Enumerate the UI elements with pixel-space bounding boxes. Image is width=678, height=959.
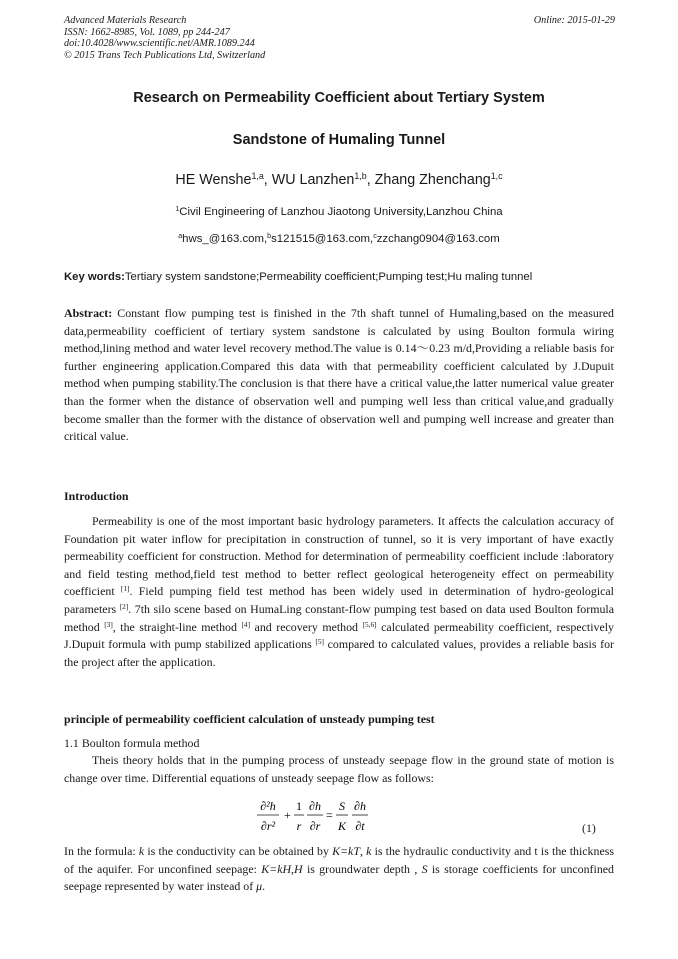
formula-symbol: k (138, 844, 145, 858)
equation-1 (255, 796, 425, 838)
email-mark: a (178, 233, 183, 241)
author-name: Zhang Zhenchang (374, 172, 491, 188)
introduction-paragraph (64, 513, 614, 671)
affiliation (0, 206, 678, 218)
doi-line: doi:10.4028/www.scientific.net/AMR.1089.244 (64, 38, 255, 49)
formula-symbol: K=kH,H (261, 861, 303, 876)
formula-text-part: is groundwater depth , (302, 861, 422, 876)
eq-r: r (296, 819, 302, 833)
intro-text: . 7th silo scene based on HumaLing constant-flow pumping test based on data used Boulton formula method (64, 601, 614, 634)
formula-symbol: μ (256, 879, 263, 894)
author-affiliation-mark: 1,a (251, 171, 264, 182)
keywords-text: Tertiary system sandstone;Permeability coefficient;Pumping test;Hu maling tunnel (124, 271, 533, 283)
email-mark: c (373, 233, 377, 241)
email-address: hws_@163.com, (182, 233, 268, 245)
eq-plus: + (284, 808, 291, 822)
intro-text: calculated permeability coefficient, respectively J.Dupuit formula with pump stabilized applications (64, 619, 614, 652)
intro-text: and recovery method (250, 619, 363, 634)
online-date: Online: 2015-01-29 (533, 15, 615, 26)
formula-text-part: , (359, 844, 367, 858)
abstract-text: Constant flow pumping test is finished in the 7th shaft tunnel of Humaling,based on the measured data,permeability coefficient of tertiary system sandstone is calculated by using Boulton formula wiring method,lining method and water level recovery method.The value is 0.14～0.23 m/d,Providing a reliable basis for further engineering application.Compared this data with that permeability coefficient calculated by J.Dupuit method when pumping stability.The conclusion is that there have a critical value,the latter numerical value greater than the former when the distance of observation well and pumping well less than critical value,and gradually become smaller than the former with the distance of observation well and pumping well increase and greater than critical value. (64, 306, 614, 444)
formula-symbol: S (421, 861, 428, 876)
eq-dr: ∂r (309, 819, 321, 833)
author-list: HE Wenshe$^{1,a}$, WU Lanzhen$^{1,b}$, Zhang Zhenchang$^{1,c}$ (175, 171, 503, 188)
citation: [5,6] (362, 619, 377, 629)
issn-line: ISSN: 1662-8985, Vol. 1089, pp 244-247 (64, 26, 230, 38)
keywords (64, 271, 532, 283)
intro-text: , the straight-line method (112, 619, 242, 634)
email-address: zzchang0904@163.com (376, 233, 500, 245)
journal-header (64, 15, 265, 61)
eq-K: K (337, 819, 347, 833)
eq-one: 1 (296, 799, 302, 813)
copyright-line: © 2015 Trans Tech Publications Ltd, Switzerland (64, 49, 266, 61)
citation: [4] (241, 619, 251, 629)
affiliation-text: Civil Engineering of Lanzhou Jiaotong University,Lanzhou China (179, 206, 503, 218)
eq-dh: ∂h (309, 799, 321, 813)
author-name: HE Wenshe (175, 172, 252, 188)
email-list (0, 233, 678, 245)
introduction-heading: Introduction (64, 489, 129, 503)
formula-text-part: is storage coefficients for unconfined seepage represented by water instead of (64, 861, 614, 894)
theis-paragraph: Theis theory holds that in the pumping process of unsteady seepage flow in the ground state of motion is change over time. Differential equations of unsteady seepage flow as follows: (64, 753, 614, 785)
author-name: WU Lanzhen (271, 172, 355, 188)
intro-text: . Field pumping field test method has been widely used in determination of hydro-geological parameters (64, 584, 614, 616)
formula-symbol: K=kT (332, 844, 360, 858)
paper-title-line2: Sandstone of Humaling Tunnel (232, 132, 446, 148)
email-mark: b (267, 233, 272, 241)
formula-text-part: In the formula: (64, 844, 139, 858)
formula-symbol: k (366, 844, 372, 858)
equation-number: (1) (582, 821, 596, 835)
keywords-label: Key words: (64, 271, 125, 283)
citation: [3] (104, 619, 113, 629)
formula-text-part: . (262, 879, 266, 894)
intro-text: Permeability is one of the most important basic hydrology parameters. It affects the calculation accuracy of Foundation pit water inflow for precipitation in construction of tunnel, so it is very important of have exactly permeability coefficient for construction. Method for determination of permeability coefficient include :laboratory and field testing method,field test method to better reflect geological heterogeneity effect on permeability coefficient (64, 514, 614, 599)
formula-explanation (64, 843, 614, 896)
formula-text-part: is the conductivity can be obtained by (144, 844, 333, 858)
author-affiliation-mark: 1,b (354, 171, 367, 182)
email-address: s121515@163.com, (271, 233, 374, 245)
journal-name: Advanced Materials Research (64, 15, 187, 26)
abstract-label: Abstract: (64, 306, 113, 320)
eq-equals: = (326, 808, 333, 822)
eq-d2h: ∂²h (260, 799, 276, 813)
citation: [1] (120, 584, 130, 594)
eq-dr2: ∂r² (260, 819, 276, 833)
eq-S: S (339, 799, 345, 813)
eq-dh2: ∂h (354, 799, 366, 813)
author-affiliation-mark: 1,c (490, 171, 503, 182)
eq-dt: ∂t (355, 819, 365, 833)
abstract (64, 305, 614, 446)
intro-text: compared to calculated values, provides a reliable basis for the project after the application. (64, 637, 614, 669)
principle-heading: principle of permeability coefficient calculation of unsteady pumping test (64, 712, 435, 726)
boulton-subheading: 1.1 Boulton formula method (64, 736, 200, 750)
paper-title-line1: Research on Permeability Coefficient about Tertiary System (133, 90, 545, 106)
citation: [2] (119, 601, 129, 611)
citation: [5] (315, 637, 324, 647)
formula-text-part: is the hydraulic conductivity and t is the thickness of the aquifer. For unconfined seepage: (64, 844, 614, 876)
affiliation-mark: 1 (175, 206, 180, 214)
